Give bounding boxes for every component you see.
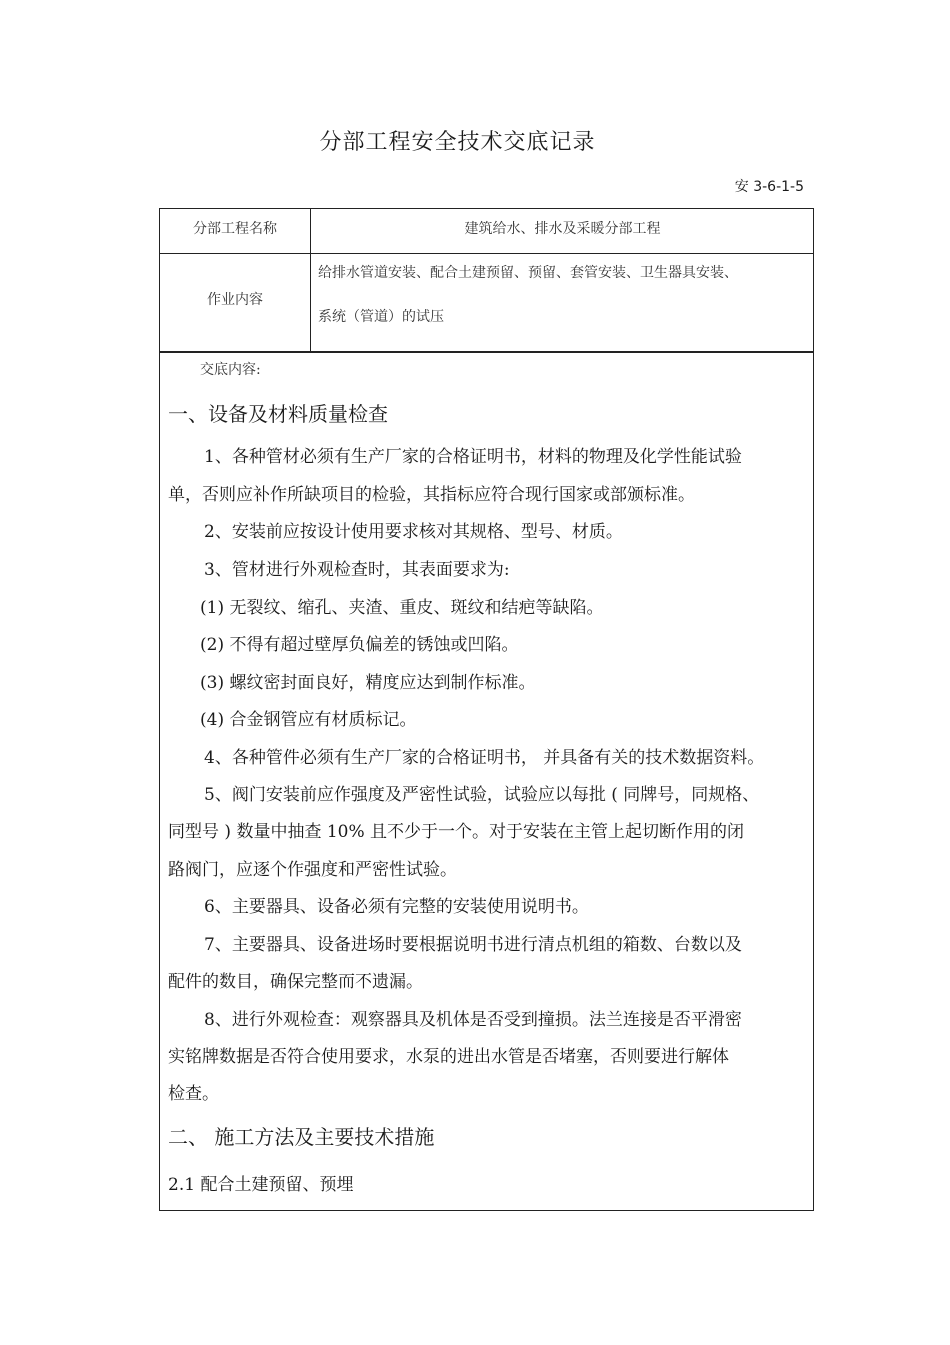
text-line: 3、管材进行外观检查时，其表面要求为: [204, 560, 510, 580]
text-line: 检查。 [168, 1084, 219, 1104]
text-line: 路阀门，应逐个作强度和严密性试验。 [168, 860, 457, 880]
text-line: 单，否则应补作所缺项目的检验，其指标应符合现行国家或部颁标准。 [168, 485, 695, 505]
briefing-intro-label: 交底内容: [200, 362, 261, 378]
text-line: 6、主要器具、设备必须有完整的安装使用说明书。 [204, 897, 589, 917]
work-content-line-1: 给排水管道安装、配合土建预留、预留、套管安装、卫生器具安装、 [318, 265, 738, 281]
subsection-heading-2-1: 2.1 配合土建预留、预埋 [168, 1175, 354, 1195]
text-line: (3) 螺纹密封面良好，精度应达到制作标准。 [200, 673, 536, 693]
text-line: 7、主要器具、设备进场时要根据说明书进行清点机组的箱数、台数以及 [204, 935, 742, 955]
work-content-line-2: 系统（管道）的试压 [318, 309, 444, 325]
text-line: 1、各种管材必须有生产厂家的合格证明书，材料的物理及化学性能试验 [204, 447, 742, 467]
text-line: 8、进行外观检查：观察器具及机体是否受到撞损。法兰连接是否平滑密 [204, 1010, 742, 1030]
project-name-value: 建筑给水、排水及采暖分部工程 [464, 221, 661, 237]
record-table [159, 208, 814, 1211]
page-title: 分部工程安全技术交底记录 [319, 130, 596, 155]
project-name-label: 分部工程名称 [193, 221, 277, 237]
form-code: 安 3-6-1-5 [734, 179, 804, 195]
text-line: 2、安装前应按设计使用要求核对其规格、型号、材质。 [204, 522, 623, 542]
row-divider [160, 253, 813, 254]
text-line: 4、各种管件必须有生产厂家的合格证明书， 并具备有关的技术数据资料。 [204, 748, 765, 768]
text-line: (1) 无裂纹、缩孔、夹渣、重皮、斑纹和结疤等缺陷。 [200, 598, 604, 618]
text-line: 5、阀门安装前应作强度及严密性试验，试验应以每批 ( 同牌号，同规格、 [204, 785, 760, 805]
text-line: 实铭牌数据是否符合使用要求，水泵的进出水管是否堵塞，否则要进行解体 [168, 1047, 729, 1067]
text-line: (4) 合金钢管应有材质标记。 [200, 710, 417, 730]
text-line: 配件的数目，确保完整而不遗漏。 [168, 972, 423, 992]
text-line: 同型号 ) 数量中抽查 10% 且不少于一个。对于安装在主管上起切断作用的闭 [168, 822, 745, 842]
text-line: (2) 不得有超过壁厚负偏差的锈蚀或凹陷。 [200, 635, 519, 655]
work-content-label: 作业内容 [207, 292, 263, 308]
header-divider [160, 351, 813, 353]
section-heading-2: 二、 施工方法及主要技术措施 [168, 1125, 435, 1149]
section-heading-1: 一、设备及材料质量检查 [168, 402, 388, 426]
